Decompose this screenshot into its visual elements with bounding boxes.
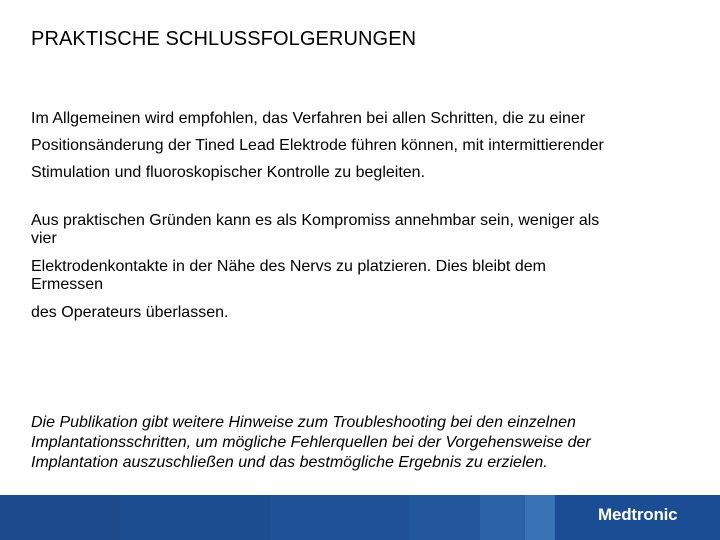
footer-stripe [480,495,525,540]
paragraph-line: Stimulation und fluoroskopischer Kontrolle zu begleiten. [31,164,426,181]
footer-stripe [525,495,555,540]
footer-stripe [0,495,120,540]
paragraph-line: Ermessen [31,276,104,293]
paragraph-line: Aus praktischen Gründen kann es als Kompromiss annehmbar sein, weniger als [31,212,600,229]
footer-stripe [410,495,480,540]
footer-bar [0,495,720,540]
paragraph-line: Implantationsschritten, um mögliche Fehlerquellen bei der Vorgehensweise der [31,434,591,451]
medtronic-logo: Medtronic [598,505,678,524]
paragraph-line: Implantation auszuschließen und das bestmögliche Ergebnis zu erzielen. [31,454,548,471]
slide-title: PRAKTISCHE SCHLUSSFOLGERUNGEN [31,28,417,50]
paragraph-compromise [31,212,599,322]
footer-stripe [120,495,270,540]
paragraph-line: Die Publikation gibt weitere Hinweise zum Troubleshooting bei den einzelnen [31,414,576,431]
paragraph-line: Im Allgemeinen wird empfohlen, das Verfahren bei allen Schritten, die zu einer [31,110,586,127]
paragraph-line: Positionsänderung der Tined Lead Elektrode führen können, mit intermittierender [31,137,604,154]
paragraph-line: Elektrodenkontakte in der Nähe des Nervs zu platzieren. Dies bleibt dem [31,258,546,275]
paragraph-recommendation [31,105,604,186]
paragraph-line: des Operateurs überlassen. [31,304,229,321]
paragraph-line: vier [31,230,57,247]
paragraph-publication-note [31,413,591,473]
footer-stripe [270,495,410,540]
